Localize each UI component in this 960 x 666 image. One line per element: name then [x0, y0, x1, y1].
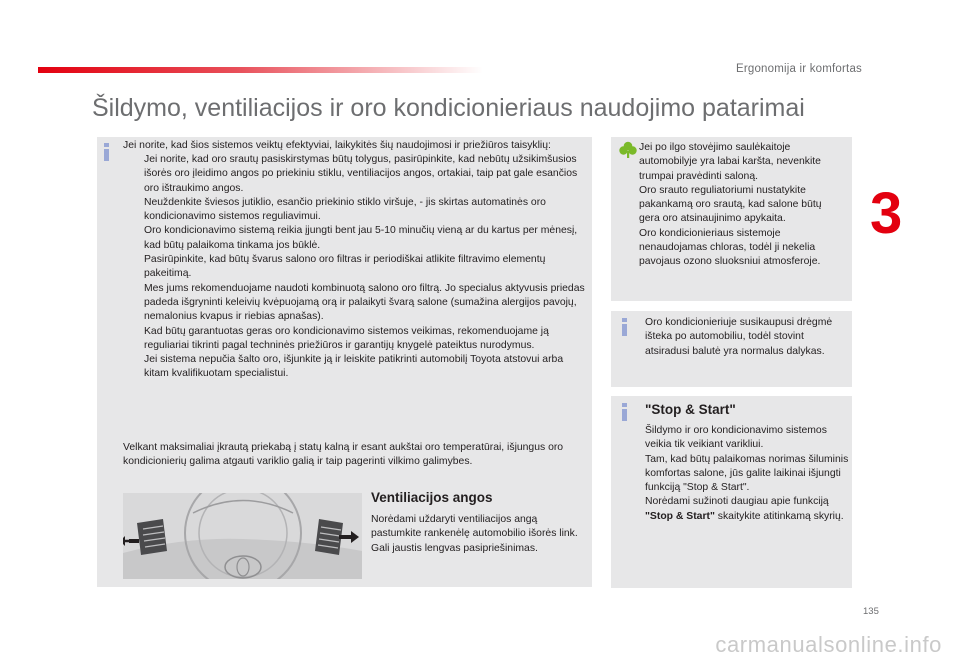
page-title: Šildymo, ventiliacijos ir oro kondicionieriaus naudojimo patarimai — [92, 94, 805, 122]
list-item: Oro kondicionavimo sistemą reikia įjungti bent jau 5-10 minučių vieną ar du kartus per mėnesį, kad būtų palaikoma tinkama jos būklė. — [144, 225, 578, 251]
humidity-text: Oro kondicionieriuje susikaupusi drėgmė išteka po automobiliu, todėl stovint atsiradusi balutė yra normalus dalykas. — [645, 317, 833, 357]
list-item: Jei sistema nepučia šalto oro, išjunkite ją ir leiskite patikrinti automobilį Toyota atstovui arba kitam kvalifikuotam specialistui. — [144, 354, 564, 380]
stop-start-heading: "Stop & Start" — [645, 402, 736, 417]
list-item: Pasirūpinkite, kad būtų švarus salono oro filtras ir periodiškai atlikite filtravimo elementų pakeitimą. Mes jums rekomenduojame naudoti kombinuotą salono oro filtrą. Jo specialus aktyvusis priedas padeda išgryninti keleivių kvėpuojamą orą ir palaikyti švarą salone (sumažina alergijos pavojų, nemalonius kvapus ir riebias apnašas). — [144, 254, 585, 323]
vent-illustration — [123, 493, 362, 579]
chapter-number: 3 — [870, 181, 903, 246]
intro-text: Jei norite, kad šios sistemos veiktų efektyviai, laikykitės šių naudojimosi ir priežiūros taisyklių: — [123, 140, 551, 151]
vent-heading: Ventiliacijos angos — [371, 490, 493, 505]
towing-paragraph: Velkant maksimaliai įkrautą priekabą į statų kalną ir esant aukštai oro temperatūrai, išjungus oro kondicionierių galima atgauti variklio galią ir taip pagerinti vilkimo galimybes. — [123, 442, 564, 468]
eco-tip-text: Jei po ilgo stovėjimo saulėkaitoje automobilyje yra labai karšta, nevenkite trumpai pravėdinti saloną. Oro srauto reguliatoriumi nustatykite pakankamą oro srautą, kad salone būtų gera oro atsinaujinimo apykaita. Oro kondicionieriaus sistemoje nenaudojamas chloras, todėl ji nekelia pavojaus ozono sluoksniui atmosferoje. — [639, 142, 822, 268]
watermark: carmanualsonline.info — [715, 632, 942, 657]
list-item: Jei norite, kad oro srautų pasiskirstymas būtų tolygus, pasirūpinkite, kad nebūtų užsikimšusios išorės oro įleidimo angos po priekiniu stiklu, ventiliacijos angos, ortakiai, taip pat gale esančios oro ištraukimo angos. — [144, 154, 578, 194]
vent-text: Norėdami uždaryti ventiliacijos angą pastumkite rankenėlę automobilio išorės link. Gali jaustis lengvas pasipriešinimas. — [371, 514, 578, 554]
list-item: Kad būtų garantuotas geras oro kondicionavimo sistemos veikimas, rekomenduojame ją reguliariai tikrinti pagal techninės priežiūros ir garantijų knygelė pateiktus nurodymus. — [144, 325, 549, 351]
leaf-eco-icon — [619, 141, 637, 158]
info-icon — [621, 318, 629, 337]
info-icon — [103, 143, 111, 162]
maintenance-bullets — [123, 153, 588, 382]
page-number: 135 — [863, 606, 879, 617]
stop-start-text: Šildymo ir oro kondicionavimo sistemos veikia tik veikiant varikliui. Tam, kad būtų palaikomas norimas šiluminis komfortas salone, jūs galite laikinai išjungti funkciją "Stop & Start". Norėdami sužinoti daugiau apie funkciją "Stop & Start" skaitykite atitinkamą skyrių. — [645, 425, 849, 522]
header-accent-bar — [38, 67, 483, 73]
section-title: Ergonomija ir komfortas — [735, 63, 862, 75]
list-item: Neuždenkite šviesos jutiklio, esančio priekinio stiklo viršuje, - jis skirtas automatinės oro kondicionavimo sistemos reguliavimui. — [144, 196, 546, 223]
info-icon — [621, 403, 629, 422]
